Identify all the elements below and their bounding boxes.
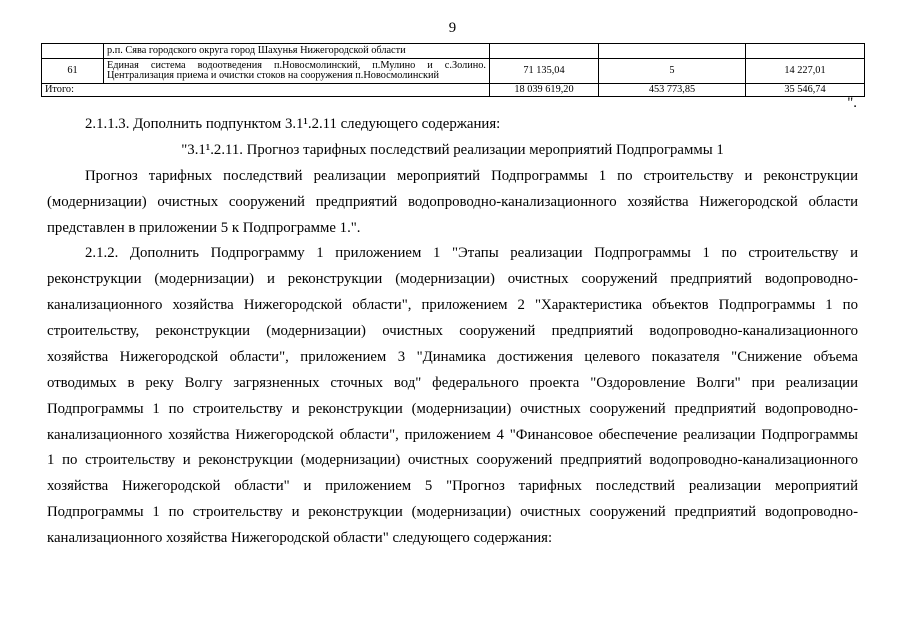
page-number: 9 — [448, 20, 457, 36]
paragraph-line: Подпрограммы 1 по строительству и реконструкции (модернизации) очистных сооружений предприятий водопроводно- — [47, 400, 858, 417]
table-cell-col4 — [599, 44, 746, 59]
table-cell-name-line: Централизация приема и очистки стоков на сооружения п.Новосмолинский — [107, 70, 440, 81]
table-total-col4: 453 773,85 — [599, 84, 746, 97]
paragraph-line: представлен в приложении 5 к Подпрограмме 1.". — [47, 219, 361, 236]
table-total-label: Итого: — [42, 84, 490, 97]
paragraph-line: реконструкции (модернизации) и реконструкции (модернизации) очистных сооружений предприятий водопроводно- — [47, 271, 858, 288]
table-total-col5: 35 546,74 — [746, 84, 865, 97]
paragraph-line: 2.1.2. Дополнить Подпрограмму 1 приложением 1 "Этапы реализации Подпрограммы 1 по строительству и — [85, 245, 858, 262]
table-total-row — [42, 84, 865, 97]
table-cell-name: р.п. Сява городского округа город Шахунья Нижегородской области — [104, 44, 490, 59]
table-cell-num — [42, 44, 104, 59]
table-cell-num: 61 — [42, 59, 104, 84]
paragraph-line: канализационного хозяйства Нижегородской области" следующего содержания: — [47, 530, 553, 546]
table-row — [42, 59, 865, 84]
table-cell-col3: 71 135,04 — [490, 59, 599, 84]
paragraph-line: отводимых в реку Волгу загрязненных сточных вод" федерального проекта "Оздоровление Волги" при реализации — [47, 374, 858, 391]
paragraph-line: (модернизации) очистных сооружений предприятий водопроводно-канализационного хозяйства Нижегородской области — [47, 193, 858, 210]
table-cell-name — [104, 59, 490, 84]
paragraph-line: хозяйства Нижегородской области" и приложением 5 "Прогноз тарифных последствий реализации мероприятий — [47, 478, 858, 495]
table-cell-name-line: Единая система водоотведения п.Новосмолинский, п.Мулино и с.Золино. — [107, 59, 486, 71]
table-cell-col4: 5 — [599, 59, 746, 84]
table-total-col3: 18 039 619,20 — [490, 84, 599, 97]
paragraph-line: хозяйства Нижегородской области", приложением 3 "Динамика достижения целевого показателя "Снижение объема — [47, 348, 858, 365]
paragraph-line: строительству, реконструкции (модернизации) очистных сооружений предприятий водопроводно-канализационного — [47, 323, 858, 339]
objects-table — [41, 43, 865, 97]
table-closing-mark: ". — [847, 95, 857, 111]
paragraph-line: Прогноз тарифных последствий реализации мероприятий Подпрограммы 1 по строительству и реконструкции — [85, 167, 858, 184]
table-row — [42, 44, 865, 59]
paragraph-line: канализационного хозяйства Нижегородской области", приложением 2 "Характеристика объектов Подпрограммы 1 по — [47, 297, 858, 314]
paragraph-line: 2.1.1.3. Дополнить подпунктом 3.1¹.2.11 следующего содержания: — [85, 116, 501, 132]
table-cell-col5 — [746, 44, 865, 59]
table-cell-col5: 14 227,01 — [746, 59, 865, 84]
table-cell-col3 — [490, 44, 599, 59]
paragraph-line: 1 по строительству и реконструкции (модернизации) очистных сооружений предприятий водопроводно-канализационного — [47, 452, 858, 469]
paragraph-line: Подпрограммы 1 по строительству и реконструкции (модернизации) очистных сооружений предприятий водопроводно- — [47, 504, 858, 521]
paragraph-line: канализационного хозяйства Нижегородской области", приложением 4 "Финансовое обеспечение реализации Подпрограммы — [47, 426, 858, 443]
section-heading: "3.1¹.2.11. Прогноз тарифных последствий реализации мероприятий Подпрограммы 1 — [181, 141, 724, 158]
document-body — [47, 112, 858, 552]
